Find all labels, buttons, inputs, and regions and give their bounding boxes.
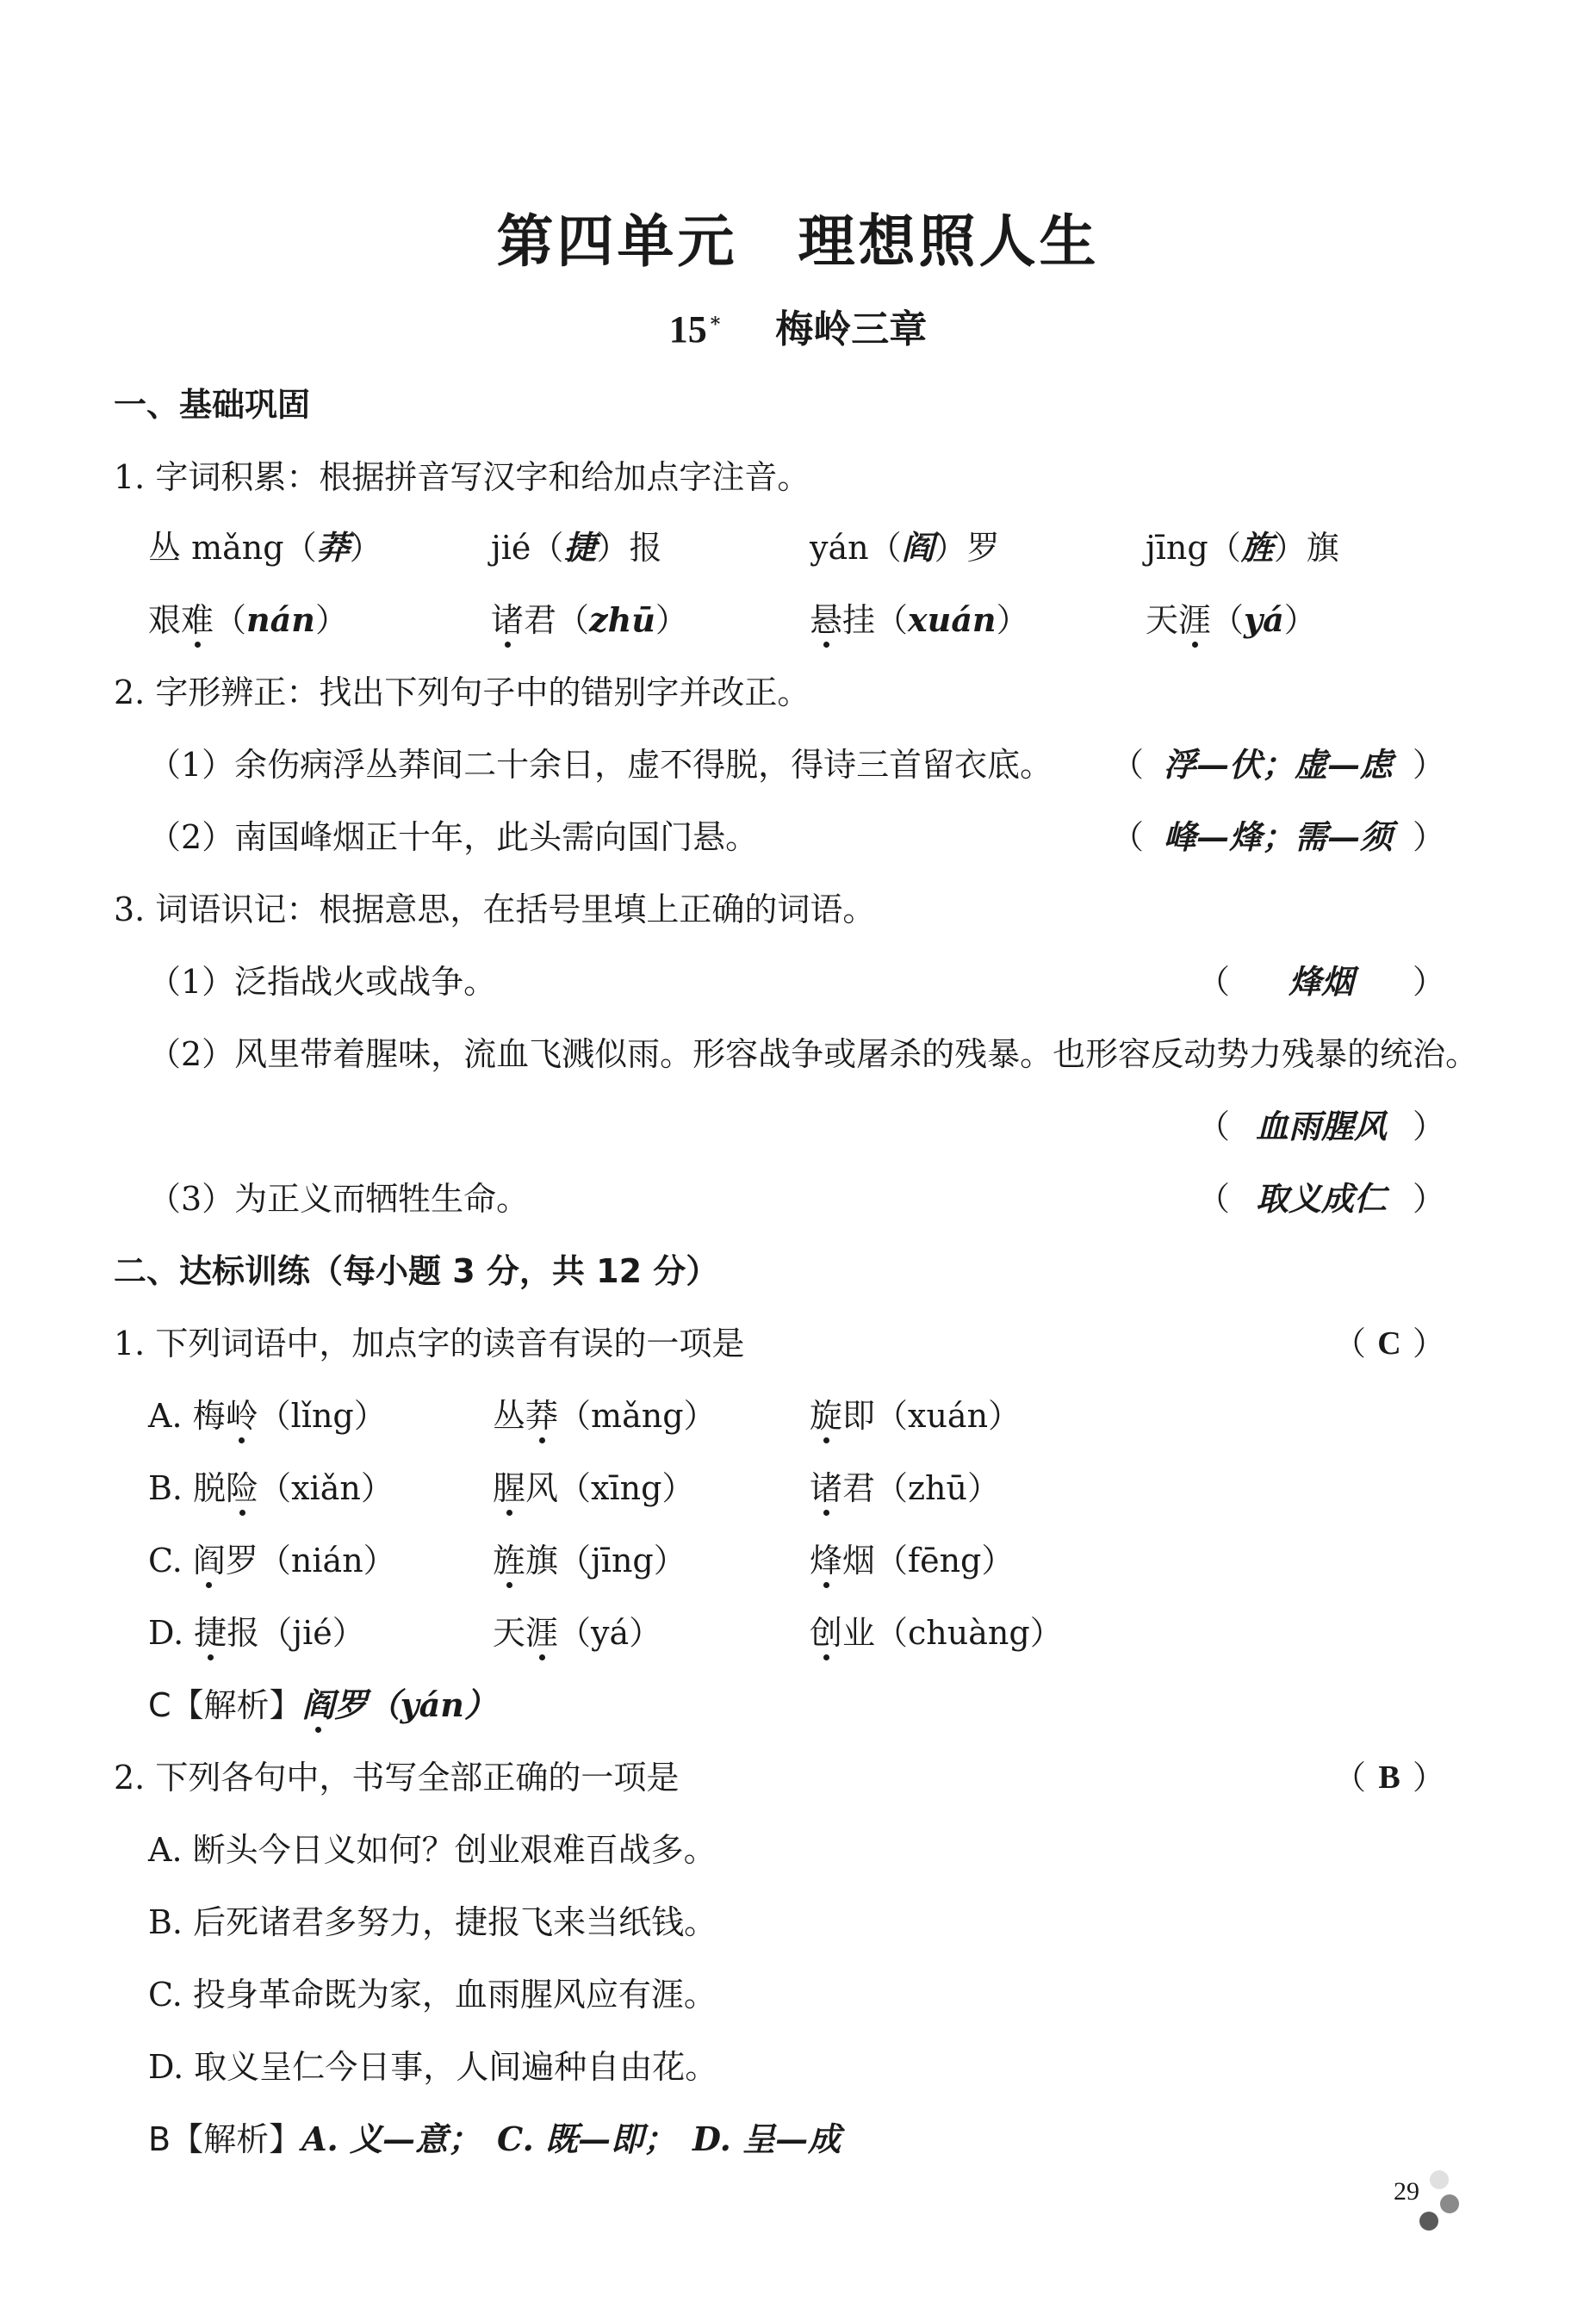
s2-q2-option-c: C. 投身革命既为家，血雨腥风应有涯。 [148, 1976, 717, 2014]
s1-q3-item3: （3）为正义而牺牲生命。 [148, 1180, 530, 1218]
s2-q1-option-d2: 天涯（yá） [493, 1614, 662, 1652]
s1-q1-row1-item2: jié（捷）报 [491, 528, 662, 567]
page-number: 29 [1394, 2177, 1419, 2206]
s2-q1-option-a2: 丛莽（mǎng） [493, 1397, 717, 1435]
s2-q1-option-c2: 旌旗（jīng） [493, 1542, 686, 1579]
lesson-star: * [710, 313, 721, 336]
s1-q1-row2-item3: 悬挂（xuán） [810, 600, 1029, 639]
s1-q2-stem: 2. 字形辨正：找出下列句子中的错别字并改正。 [114, 673, 810, 711]
s2-q1-option-b3: 诸君（zhū） [810, 1469, 1000, 1507]
decor-dot-icon [1419, 2212, 1438, 2231]
lesson-name: 梅岭三章 [775, 307, 928, 351]
unit-title: 第四单元 理想照人生 [496, 208, 1100, 275]
s2-q1-option-a3: 旋即（xuán） [810, 1397, 1022, 1435]
s2-q1-option-b1: B. 脱险（xiǎn） [148, 1469, 394, 1507]
s1-q1-row2-item2: 诸君（zhū） [491, 600, 688, 639]
s1-q1-stem: 1. 字词积累：根据拼音写汉字和给加点字注音。 [114, 458, 810, 496]
s2-q1-option-a1: A. 梅岭（lǐng） [148, 1397, 387, 1435]
s2-q1-option-d1: D. 捷报（jié） [148, 1614, 365, 1652]
s1-q3-stem: 3. 词语识记：根据意思，在括号里填上正确的词语。 [114, 891, 876, 928]
decor-dot-icon [1440, 2194, 1459, 2213]
s2-q2-option-a: A. 断头今日义如何？创业艰难百战多。 [148, 1831, 717, 1869]
section2-heading: 二、达标训练（每小题 3 分，共 12 分） [114, 1252, 719, 1290]
s1-q1-row1-item3: yán（阎）罗 [810, 528, 1000, 567]
s2-q1-option-c1: C. 阎罗（nián） [148, 1542, 396, 1579]
s2-q2-analysis: B【解析】A. 义—意； C. 既—即； D. 呈—成 [148, 2119, 841, 2158]
s1-q1-row1-item4: jīng（旌）旗 [1146, 528, 1339, 567]
lesson-number: 15 [668, 308, 707, 351]
section1-heading: 一、基础巩固 [114, 386, 311, 424]
s1-q3-item2: （2）风里带着腥味，流血飞溅似雨。形容战争或屠杀的残暴。也形容反动势力残暴的统治。 [148, 1035, 1479, 1073]
s2-q1-analysis: C【解析】阎罗（yán） [148, 1685, 497, 1724]
s2-q2-stem: 2. 下列各句中，书写全部正确的一项是 [114, 1759, 680, 1797]
s2-q2-option-b: B. 后死诸君多努力，捷报飞来当纸钱。 [148, 1903, 717, 1941]
s2-q1-option-b2: 腥风（xīng） [493, 1469, 695, 1507]
s1-q1-row1-item1: 丛 mǎng（莽） [148, 528, 382, 567]
s2-q1-option-c3: 烽烟（fēng） [810, 1542, 1015, 1579]
s1-q2-item1: （1）余伤病浮丛莽间二十余日，虚不得脱，得诗三首留衣底。 [148, 746, 1053, 784]
lesson-title [0, 306, 1596, 354]
s2-q1-stem: 1. 下列词语中，加点字的读音有误的一项是 [114, 1325, 745, 1362]
s1-q1-row2-item1: 艰难（nán） [148, 600, 348, 639]
s1-q1-row2-item4: 天涯（yá） [1146, 600, 1317, 639]
s2-q1-option-d3: 创业（chuàng） [810, 1614, 1063, 1652]
decor-dot-icon [1430, 2170, 1449, 2189]
s1-q3-item1: （1）泛指战火或战争。 [148, 963, 497, 1001]
s1-q2-item2: （2）南国峰烟正十年，此头需向国门悬。 [148, 818, 759, 856]
worksheet-page: 第四单元 理想照人生 15 * 梅岭三章 一、基础巩固 1. 字词积累：根据拼音写汉字和给加点字注音。 丛 mǎng（莽） jié（捷）报 yán（阎）罗 jīng（旌）旗 艰难（nán） 诸君（zhū） 悬挂（xuán） 天涯（yá） 2. 字形辨正：找出下列句子中的错别字并改正。 （1）余伤病浮丛莽间二十余日，虚不得脱，得诗三首留衣底。 （ 浮—伏；虚—虑 ） （2）南国峰烟正十年，此头需向国门悬。 （ 峰—烽；需—须 ） 3. 词语识记：根据意思，在括号里填上正确的词语。 （1）泛指战火或战争。 （ 烽烟 ） （2）风里带着腥味，流血飞溅似雨。形容战争或屠杀的残暴。也形容反动势力残暴的统治。 （ 血雨腥风 ） （3）为正义而牺牲生命。 （ 取义成仁 ） 二、达标训练（每小题 3 分，共 12 分） 1. 下列词语中，加点字的读音有误的一项是 （ C ） A. 梅岭（lǐng） 丛莽（mǎng） 旋即（xuán） B. 脱险（xiǎn） 腥风（xīng） 诸君（zhū） C. 阎罗（nián） 旌旗（jīng） 烽烟（fēng） D. 捷报（jié） 天涯（yá） 创业（chuàng） C【解析】阎罗（yán） 2. 下列各句中，书写全部正确的一项是 （ B ） A. 断头今日义如何？创业艰难百战多。 B. 后死诸君多努力，捷报飞来当纸钱。 C. 投身革命既为家，血雨腥风应有涯。 D. 取义呈仁今日事，人间遍种自由花。 B【解析】A. 义—意； C. 既—即； D. 呈—成 29 [0, 0, 1596, 2321]
s2-q2-option-d: D. 取义呈仁今日事，人间遍种自由花。 [148, 2048, 718, 2086]
